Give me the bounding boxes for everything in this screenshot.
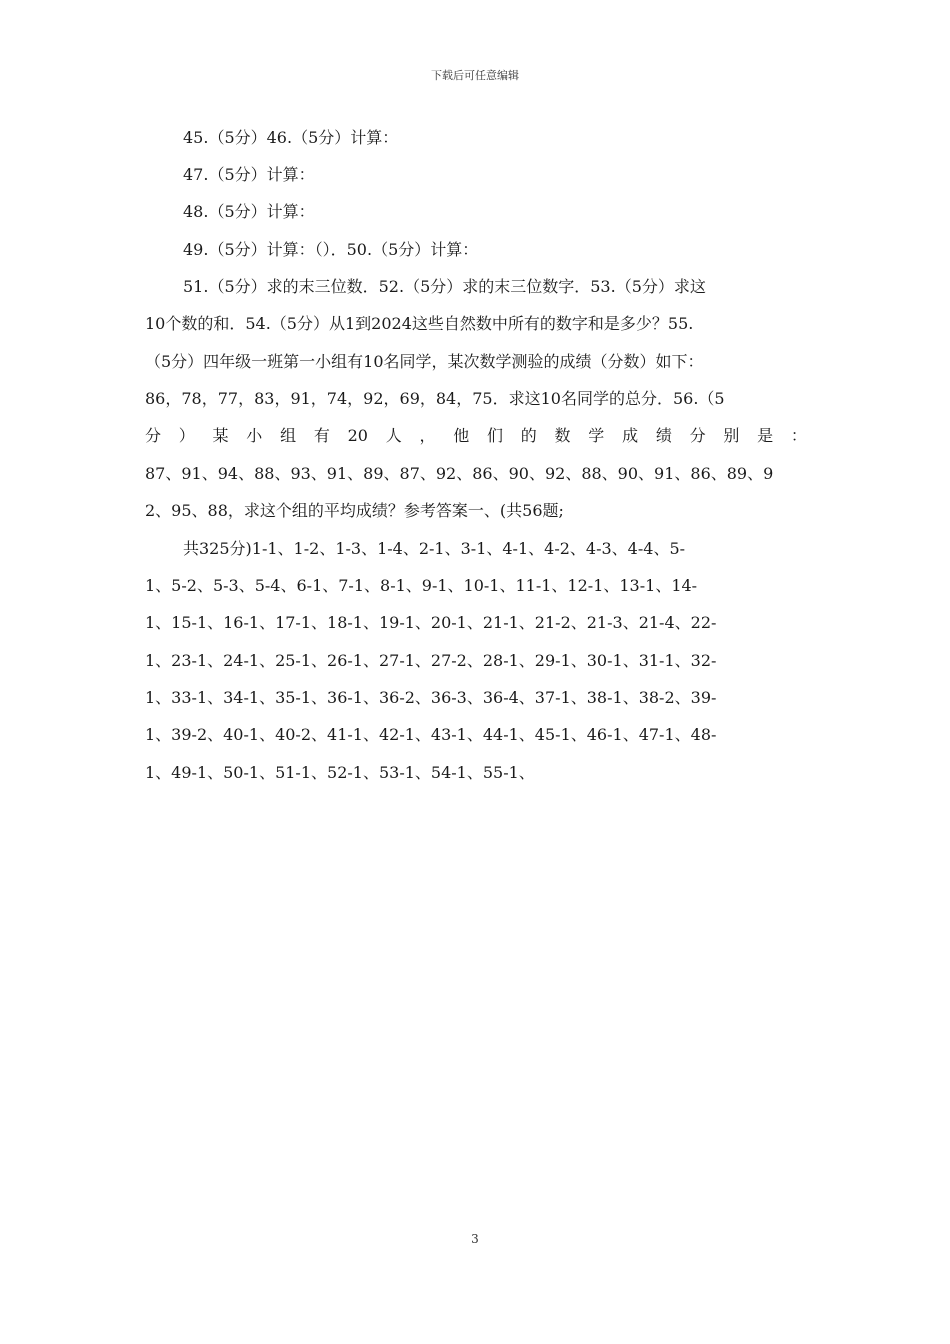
text-line: 48.（5分）计算： [183,202,315,221]
text-token: 分 [689,426,706,445]
text-line: 2、95、88，求这个组的平均成绩？参考答案一、(共56题; [145,501,564,520]
text-token: 数 [554,426,571,445]
text-line: 10个数的和．54.（5分）从1到2024这些自然数中所有的数字和是多少？55. [145,314,694,333]
text-token: 20 [347,426,368,445]
text-line: 1、5-2、5-3、5-4、6-1、7-1、8-1、9-1、10-1、11-1、12-1、13-1、14- [145,576,698,595]
text-token: 成 [622,426,639,445]
text-line: 47.（5分）计算： [183,165,315,184]
text-token: 们 [487,426,504,445]
text-line: 45.（5分）46.（5分）计算： [183,128,399,147]
text-token: 小 [246,426,263,445]
text-line: 1、23-1、24-1、25-1、26-1、27-1、27-2、28-1、29-1、30-1、31-1、32- [145,651,717,670]
text-token: 分 [145,426,162,445]
text-token: 学 [588,426,605,445]
text-line: 49.（5分）计算：（）．50.（5分）计算： [183,240,479,259]
page-number: 3 [471,1232,479,1246]
text-line: 87、91、94、88、93、91、89、87、92、86、90、92、88、90、91、86、89、9 [145,464,774,483]
page-header: 下载后可任意编辑 [431,69,519,82]
text-line: （5分）四年级一班第一小组有10名同学，某次数学测验的成绩（分数）如下： [145,352,704,371]
text-token: 组 [280,426,297,445]
justified-text-line [145,425,807,447]
text-line: 86，78，77，83，91，74，92，69，84，75．求这10名同学的总分．56.（5 [145,389,725,408]
text-token: ， [419,426,436,445]
text-token: 的 [520,426,537,445]
text-token: 某 [212,426,229,445]
text-token: 人 [385,426,402,445]
text-token: 绩 [655,426,672,445]
text-line: 共325分)1-1、1-2、1-3、1-4、2-1、3-1、4-1、4-2、4-3、4-4、5- [183,539,686,558]
text-token: 他 [453,426,470,445]
text-line: 1、49-1、50-1、51-1、52-1、53-1、54-1、55-1、 [145,763,535,782]
text-token: 别 [723,426,740,445]
text-token: ） [178,426,195,445]
text-token: 有 [313,426,330,445]
text-token: ： [790,426,807,445]
text-line: 1、15-1、16-1、17-1、18-1、19-1、20-1、21-1、21-2、21-3、21-4、22- [145,613,717,632]
text-token: 是 [757,426,774,445]
text-line: 51.（5分）求的末三位数．52.（5分）求的末三位数字．53.（5分）求这 [183,277,706,296]
text-line: 1、39-2、40-1、40-2、41-1、42-1、43-1、44-1、45-1、46-1、47-1、48- [145,725,717,744]
text-line: 1、33-1、34-1、35-1、36-1、36-2、36-3、36-4、37-1、38-1、38-2、39- [145,688,717,707]
